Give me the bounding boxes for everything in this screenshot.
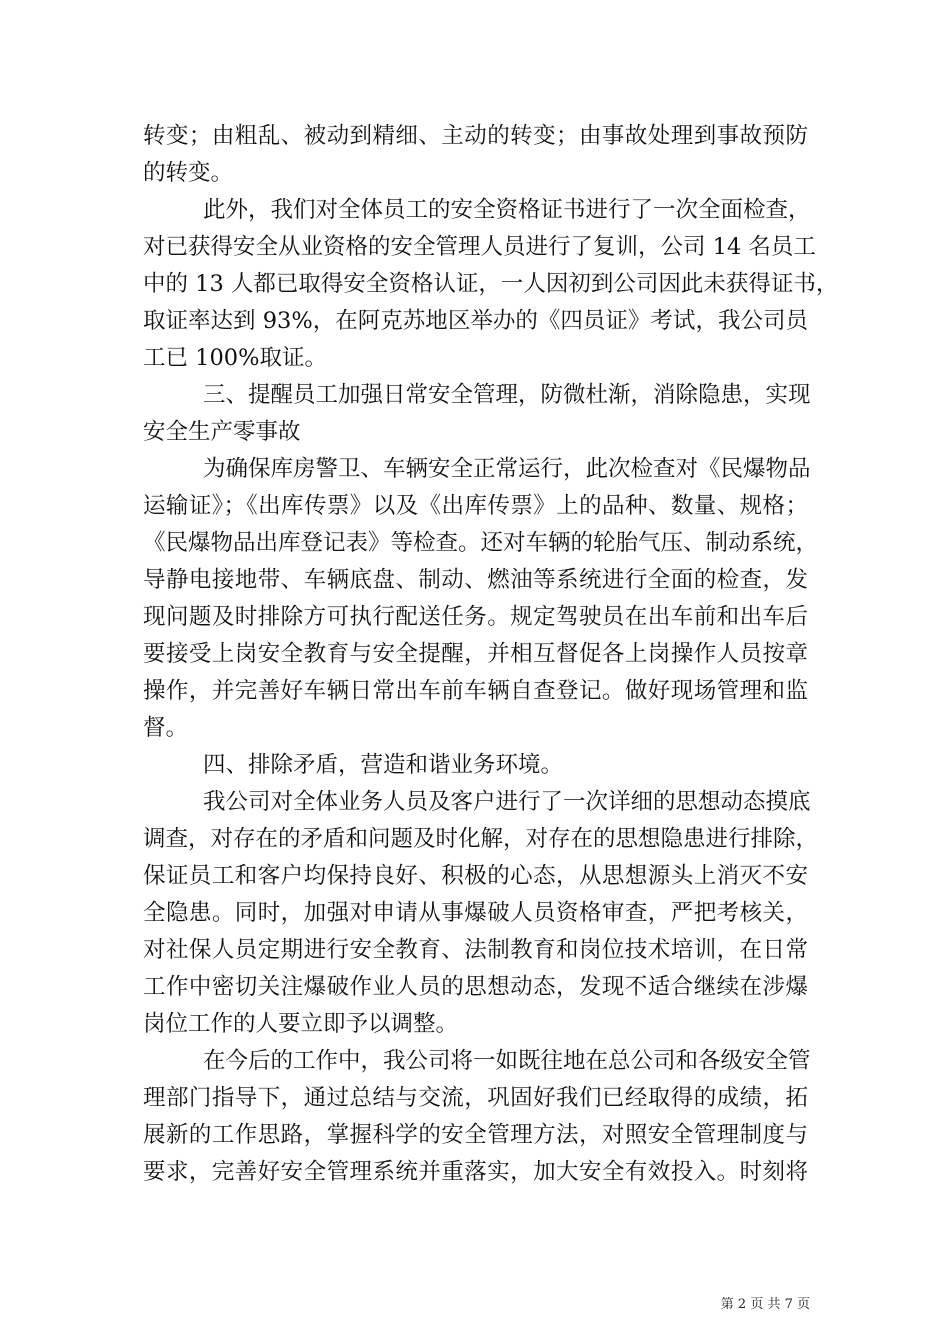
body-line: 操作，并完善好车辆日常出车前车辆自查登记。做好现场管理和监 (143, 678, 808, 704)
body-line: 中的 13 人都已取得安全资格认证，一人因初到公司因此未获得证书， (143, 271, 839, 297)
body-line: 的转变。 (143, 160, 234, 186)
body-line: 此外，我们对全体员工的安全资格证书进行了一次全面检查， (203, 197, 811, 223)
body-line: 在今后的工作中，我公司将一如既往地在总公司和各级安全管 (203, 1048, 811, 1074)
body-line: 对已获得安全从业资格的安全管理人员进行了复训，公司 14 名员工 (143, 234, 816, 260)
body-line: 要接受上岗安全教育与安全提醒，并相互督促各上岗操作人员按章 (143, 641, 808, 667)
body-line: 为确保库房警卫、车辆安全正常运行，此次检查对《民爆物品 (203, 456, 811, 482)
body-line: 对社保人员定期进行安全教育、法制教育和岗位技术培训，在日常 (143, 937, 808, 963)
body-line: 理部门指导下，通过总结与交流，巩固好我们已经取得的成绩，拓 (143, 1085, 808, 1111)
body-line: 要求，完善好安全管理系统并重落实，加大安全有效投入。时刻将 (143, 1159, 808, 1185)
body-line: 取证率达到 93%，在阿克苏地区举办的《四员证》考试，我公司员 (143, 308, 808, 334)
body-line: 督。 (143, 715, 189, 741)
body-line: 展新的工作思路，掌握科学的安全管理方法，对照安全管理制度与 (143, 1122, 808, 1148)
body-line: 全隐患。同时，加强对申请从事爆破人员资格审查，严把考核关， (143, 900, 808, 926)
body-line: 转变；由粗乱、被动到精细、主动的转变；由事故处理到事故预防 (143, 123, 808, 149)
body-line: 现问题及时排除方可执行配送任务。规定驾驶员在出车前和出车后 (143, 604, 808, 630)
body-line: 工已 100%取证。 (143, 345, 327, 371)
body-line: 我公司对全体业务人员及客户进行了一次详细的思想动态摸底 (203, 789, 811, 815)
body-line: 调查，对存在的矛盾和问题及时化解，对存在的思想隐患进行排除， (143, 826, 819, 852)
body-line: 岗位工作的人要立即予以调整。 (143, 1011, 459, 1037)
body-line: 《民爆物品出库登记表》等检查。还对车辆的轮胎气压、制动系统， (143, 530, 819, 556)
page-number-footer: 第 2 页 共 7 页 (720, 1297, 810, 1312)
body-line: 保证员工和客户均保持良好、积极的心态，从思想源头上消灭不安 (143, 863, 808, 889)
section-heading: 四、排除矛盾，营造和谐业务环境。 (203, 752, 564, 778)
section-heading: 三、提醒员工加强日常安全管理，防微杜渐，消除隐患，实现 (203, 382, 811, 408)
body-line: 导静电接地带、车辆底盘、制动、燃油等系统进行全面的检查，发 (143, 567, 808, 593)
section-heading: 安全生产零事故 (143, 419, 301, 445)
body-line: 运输证》；《出库传票》以及《出库传票》上的品种、数量、规格； (143, 493, 808, 519)
body-line: 工作中密切关注爆破作业人员的思想动态，发现不适合继续在涉爆 (143, 974, 808, 1000)
